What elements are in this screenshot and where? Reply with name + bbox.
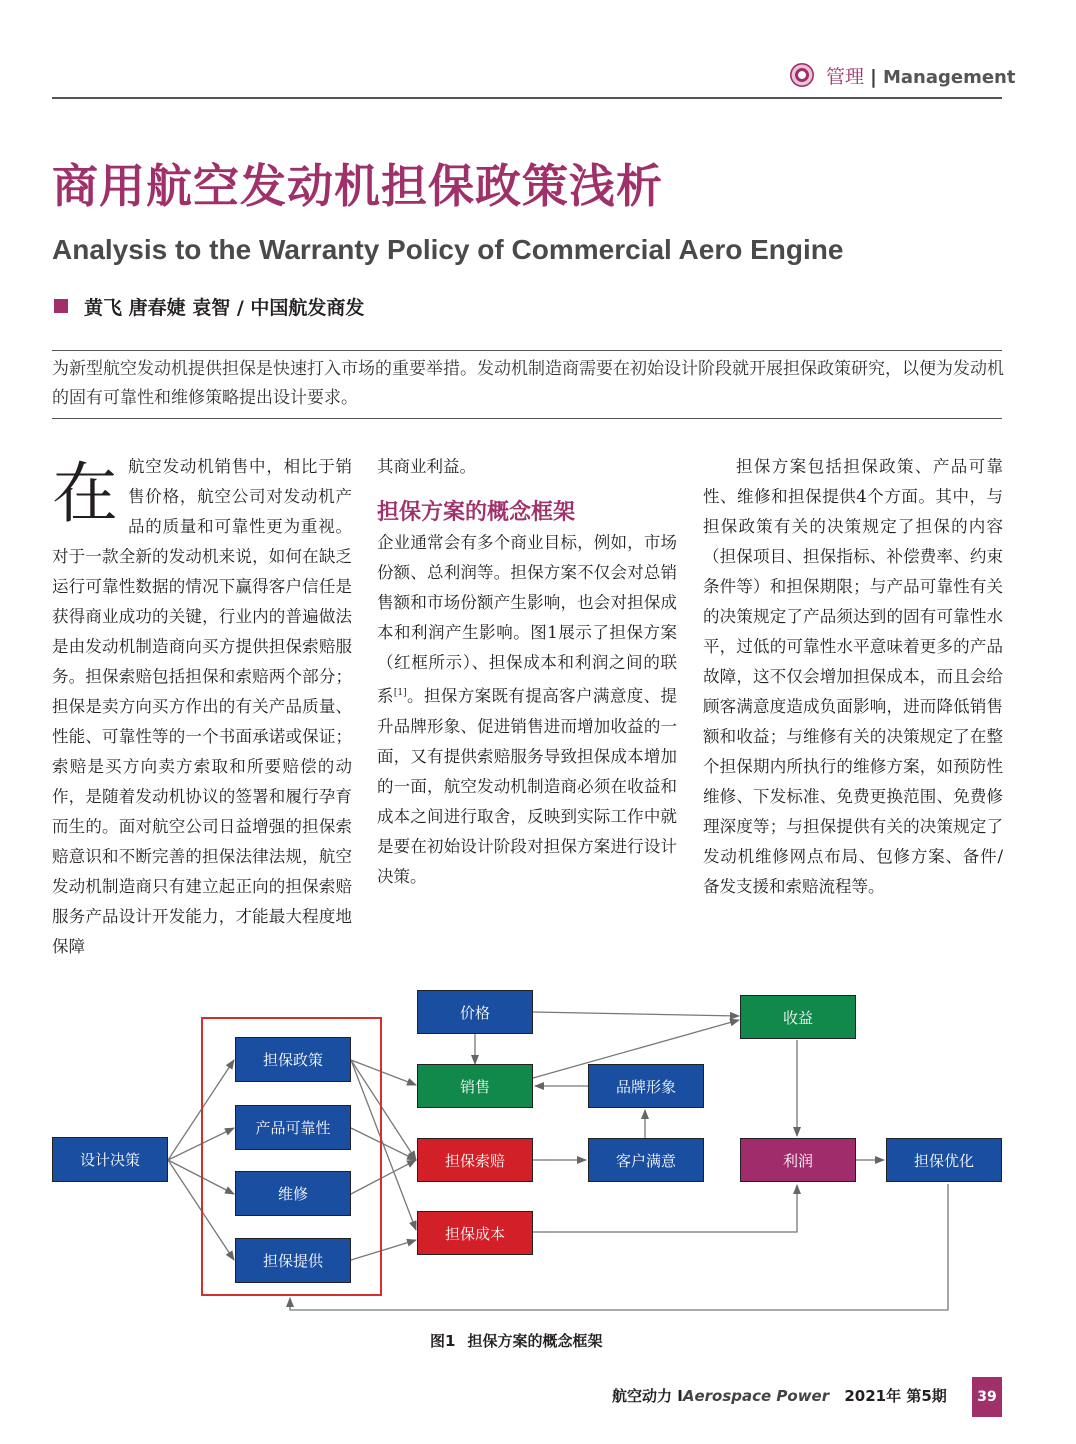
column-2-text-b: 。担保方案既有提高客户满意度、提升品牌形象、促进销售进而增加收益的一面，又有提供索赔服务导致担保成本增加的一面，航空发动机制造商必须在收益和成本之间进行取舍，反映到实际工作中就是要在初始设计阶段对担保方案进行设计决策。 bbox=[377, 686, 678, 886]
node-product-reliability: 产品可靠性 bbox=[235, 1105, 351, 1150]
drop-cap: 在 bbox=[52, 455, 118, 532]
node-sales: 销售 bbox=[417, 1064, 533, 1108]
column-1-text: 航空发动机销售中，相比于销售价格，航空公司对发动机产品的质量和可靠性更为重视。对于一款全新的发动机来说，如何在缺乏运行可靠性数据的情况下赢得客户信任是获得商业成功的关键，行业内的普遍做法是由发动机制造商向买方提供担保索赔服务。担保索赔包括担保和索赔两个部分；担保是卖方向买方作出的有关产品质量、性能、可靠性等的一个书面承诺或保证；索赔是买方向卖方索取和所要赔偿的动作，是随着发动机协议的签署和履行孕育而生的。面对航空公司日益增强的担保索赔意识和不断完善的担保法律法规，航空发动机制造商只有建立起正向的担保索赔服务产品设计开发能力，才能最大程度地保障 bbox=[52, 457, 352, 956]
column-3: 担保方案包括担保政策、产品可靠性、维修和担保提供4个方面。其中，与担保政策有关的决策规定了担保的内容（担保项目、担保指标、补偿费率、约束条件等）和担保期限；与产品可靠性有关的决策规定了产品须达到的固有可靠性水平，过低的可靠性水平意味着更多的产品故障，这不仅会增加担保成本，而且会给顾客满意度造成负面影响，进而降低销售额和收益；与维修有关的决策规定了在整个担保期内所执行的维修方案，如预防性维修、下发标准、免费更换范围、免费修理深度等；与担保提供有关的决策规定了发动机维修网点布局、包修方案、备件/备发支援和索赔流程等。 bbox=[703, 457, 1003, 896]
arrow-optimize-feedback bbox=[290, 1184, 948, 1310]
figure-number: 图1 bbox=[430, 1332, 456, 1350]
journal-en: Aerospace Power bbox=[682, 1387, 830, 1405]
node-revenue: 收益 bbox=[740, 995, 856, 1039]
figure-caption bbox=[430, 1330, 602, 1351]
node-brand-image: 品牌形象 bbox=[588, 1064, 704, 1108]
node-warranty-provision: 担保提供 bbox=[235, 1238, 351, 1283]
node-profit: 利润 bbox=[740, 1138, 856, 1182]
article-subtitle: Analysis to the Warranty Policy of Commercial Aero Engine bbox=[52, 234, 844, 265]
node-design-decision: 设计决策 bbox=[52, 1137, 168, 1182]
footer-bar: I bbox=[677, 1387, 683, 1405]
section-cn: 管理 bbox=[826, 66, 865, 88]
section-en: Management bbox=[882, 67, 1016, 88]
arrow-price-revenue bbox=[533, 1012, 739, 1016]
section-heading: 担保方案的概念框架 bbox=[377, 500, 576, 525]
section-separator: | bbox=[870, 66, 877, 88]
node-maintenance: 维修 bbox=[235, 1171, 351, 1216]
node-customer-satisfaction: 客户满意 bbox=[588, 1138, 704, 1182]
node-warranty-cost: 担保成本 bbox=[417, 1211, 533, 1255]
issue: 2021年 第5期 bbox=[844, 1387, 947, 1405]
journal-cn: 航空动力 bbox=[612, 1387, 673, 1405]
figure-caption-text: 担保方案的概念框架 bbox=[467, 1332, 603, 1350]
node-warranty-optimization: 担保优化 bbox=[886, 1138, 1002, 1182]
article-title: 商用航空发动机担保政策浅析 bbox=[52, 159, 663, 213]
footer bbox=[612, 1385, 947, 1406]
node-warranty-claims: 担保索赔 bbox=[417, 1138, 533, 1182]
reference-marker: [1] bbox=[393, 688, 407, 698]
page-number: 39 bbox=[972, 1377, 1002, 1417]
column-2-text-a: 企业通常会有多个商业目标，例如，市场份额、总利润等。担保方案不仅会对总销售额和市场份额产生影响，也会对担保成本和利润产生影响。图1展示了担保方案（红框所示）、担保成本和利润之间的联系 bbox=[377, 533, 677, 706]
node-price: 价格 bbox=[417, 990, 533, 1034]
arrow-cost-profit bbox=[533, 1185, 797, 1232]
authors: 黄飞 唐春婕 袁智 / 中国航发商发 bbox=[84, 297, 365, 319]
node-warranty-policy: 担保政策 bbox=[235, 1037, 351, 1082]
abstract: 为新型航空发动机提供担保是快速打入市场的重要举措。发动机制造商需要在初始设计阶段就开展担保政策研究，以便为发动机的固有可靠性和维修策略提出设计要求。 bbox=[52, 359, 1004, 408]
column-2-lead: 其商业利益。 bbox=[377, 457, 476, 476]
